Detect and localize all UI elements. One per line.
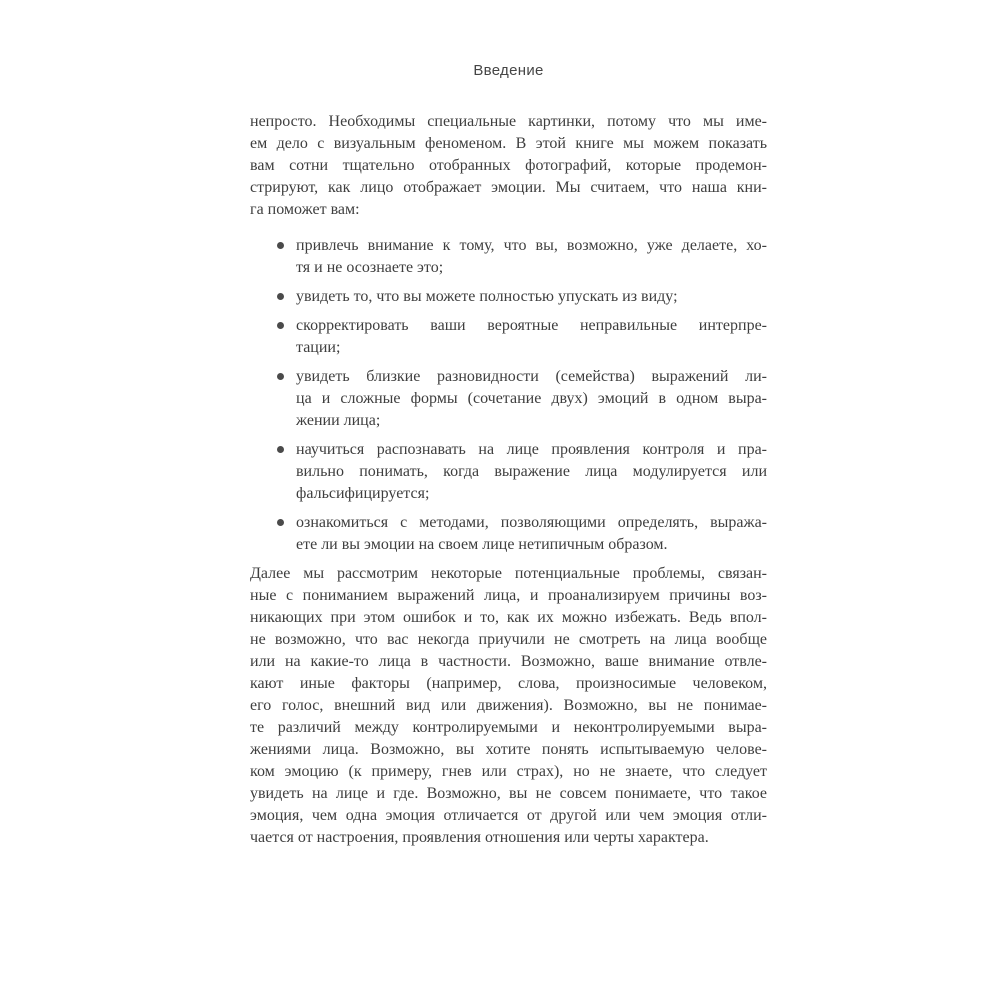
bullet-icon [277, 519, 284, 526]
list-item [250, 315, 767, 359]
text-line: не возможно, что вас некогда приучили не смотреть на лица вообще [250, 631, 767, 648]
text-line: научиться распознавать на лице проявления контроля и пра- [296, 441, 767, 458]
text-line: привлечь внимание к тому, что вы, возможно, уже делаете, хо- [296, 237, 767, 254]
text-line: ца и сложные формы (сочетание двух) эмоций в одном выра- [296, 390, 767, 407]
text-line: увидеть на лице и где. Возможно, вы не совсем понимаете, что такое [250, 785, 767, 802]
text-line: те различий между контролируемыми и неконтролируемыми выра- [250, 719, 767, 736]
list-item [250, 235, 767, 279]
text-line: никающих при этом ошибок и то, как их можно избежать. Ведь впол- [250, 609, 767, 626]
list-item-text [296, 315, 767, 359]
bullet-icon [277, 322, 284, 329]
text-line: его голос, внешний вид или движения). Возможно, вы не понимае- [250, 697, 767, 714]
text-line: скорректировать ваши вероятные неправильные интерпре- [296, 317, 767, 334]
list-item [250, 512, 767, 556]
bullet-list [250, 235, 767, 556]
text-line: стрируют, как лицо отображает эмоции. Мы считаем, что наша кни- [250, 179, 767, 196]
bullet-icon [277, 373, 284, 380]
bullet-icon [277, 446, 284, 453]
text-line: вильно понимать, когда выражение лица модулируется или [296, 463, 767, 480]
text-line: ком эмоцию (к примеру, гнев или страх), но не знаете, что следует [250, 763, 767, 780]
text-line: фальсифицируется; [296, 485, 430, 502]
text-line: увидеть близкие разновидности (семейства) выражений ли- [296, 368, 767, 385]
text-line: ные с пониманием выражений лица, и проанализируем причины воз- [250, 587, 767, 604]
text-line: тации; [296, 339, 341, 356]
list-item-text [296, 286, 767, 308]
bullet-icon [277, 293, 284, 300]
text-line: жении лица; [296, 412, 381, 429]
text-line: га поможет вам: [250, 201, 360, 218]
text-line: ем дело с визуальным феноменом. В этой книге мы можем показать [250, 135, 767, 152]
paragraph-discussion [250, 563, 767, 849]
list-item [250, 439, 767, 505]
text-line: или на какие-то лица в частности. Возможно, ваше внимание отвле- [250, 653, 767, 670]
text-line: эмоция, чем одна эмоция отличается от другой или чем эмоция отли- [250, 807, 767, 824]
list-item-text [296, 439, 767, 505]
list-item-text [296, 235, 767, 279]
text-line: чается от настроения, проявления отношения или черты характера. [250, 829, 709, 846]
paragraph-intro [250, 111, 767, 221]
list-item-text [296, 512, 767, 556]
text-line: тя и не осознаете это; [296, 259, 444, 276]
text-line: ете ли вы эмоции на своем лице нетипичным образом. [296, 536, 668, 553]
text-line: увидеть то, что вы можете полностью упускать из виду; [296, 288, 678, 305]
chapter-header: Введение [473, 62, 544, 79]
text-line: непросто. Необходимы специальные картинки, потому что мы име- [250, 113, 767, 130]
bullet-icon [277, 242, 284, 249]
page-content [250, 111, 767, 849]
list-item [250, 286, 767, 308]
text-line: кают иные факторы (например, слова, произносимые человеком, [250, 675, 767, 692]
text-line: вам сотни тщательно отобранных фотографий, которые продемон- [250, 157, 767, 174]
list-item-text [296, 366, 767, 432]
list-item [250, 366, 767, 432]
text-line: ознакомиться с методами, позволяющими определять, выража- [296, 514, 767, 531]
text-line: жениями лица. Возможно, вы хотите понять испытываемую челове- [250, 741, 767, 758]
text-line: Далее мы рассмотрим некоторые потенциальные проблемы, связан- [250, 565, 767, 582]
